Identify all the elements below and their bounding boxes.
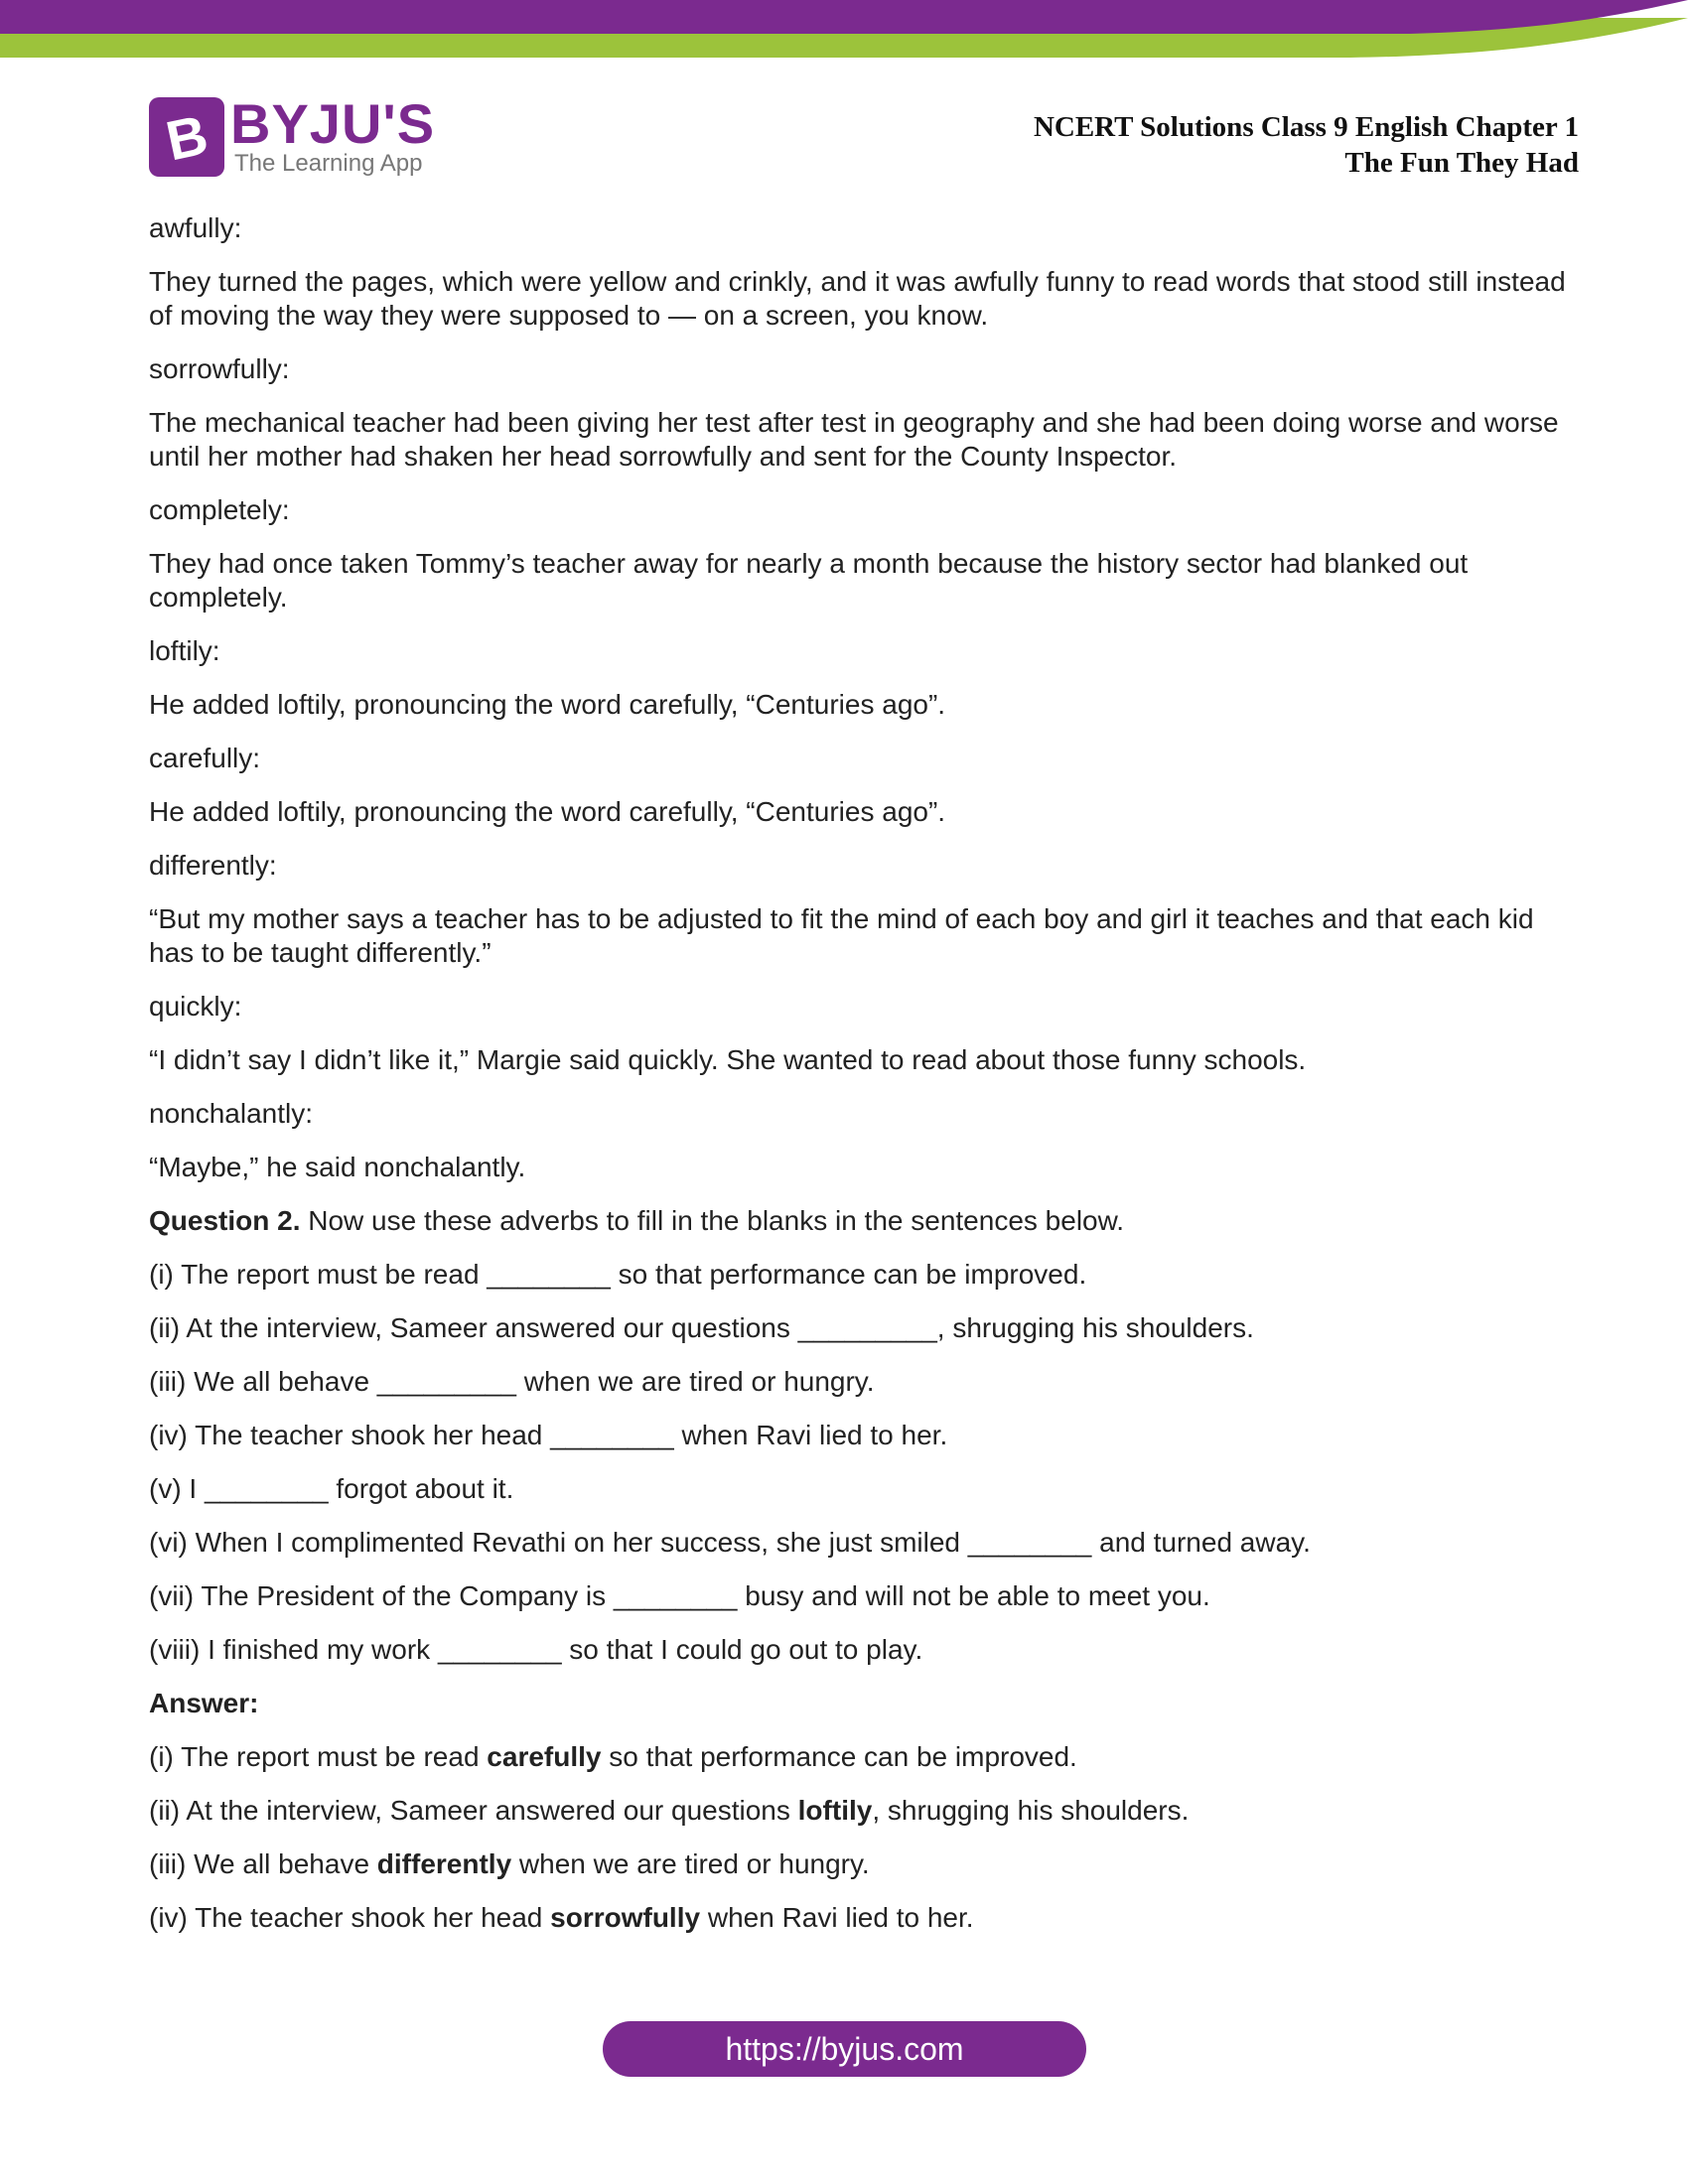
question-item: (ii) At the interview, Sameer answered our questions _________, shrugging his shoulders. [149,1312,1254,1343]
question-item: (v) I ________ forgot about it. [149,1473,514,1504]
adverb-example: “Maybe,” he said nonchalantly. [149,1152,526,1182]
question-item: (iv) The teacher shook her head ________ when Ravi lied to her. [149,1420,948,1450]
brand-tagline: The Learning App [234,150,423,177]
header-decorative-bars [0,0,1688,60]
adverb-example: He added loftily, pronouncing the word carefully, “Centuries ago”. [149,796,946,827]
byjus-logo[interactable] [149,92,436,177]
adverb-example: He added loftily, pronouncing the word carefully, “Centuries ago”. [149,689,946,720]
answer-adverb: sorrowfully [550,1902,701,1933]
footer-url-link[interactable]: https://byjus.com [603,2021,1086,2077]
adverb-example: “I didn’t say I didn’t like it,” Margie said quickly. She wanted to read about those funny schools. [149,1044,1307,1075]
question-item: (i) The report must be read ________ so that performance can be improved. [149,1259,1087,1290]
adverb-word: sorrowfully: [149,353,290,384]
adverb-word: carefully: [149,743,261,773]
adverb-word: quickly: [149,991,242,1022]
question-item: (iii) We all behave _________ when we are tired or hungry. [149,1366,875,1397]
question-item: (vi) When I complimented Revathi on her success, she just smiled ________ and turned away. [149,1527,1311,1558]
adverb-example: The mechanical teacher had been giving her test after test in geography and she had been doing worse and worse until her mother had shaken her head sorrowfully and sent for the County Inspector. [149,407,1559,472]
question-item: (viii) I finished my work ________ so that I could go out to play. [149,1634,923,1665]
question-item: (vii) The President of the Company is ________ busy and will not be able to meet you. [149,1580,1210,1611]
question-label: Question 2. [149,1205,301,1236]
answer-label: Answer: [149,1688,259,1718]
answer-item: (iv) The teacher shook her head sorrowfully when Ravi lied to her. [149,1902,974,1933]
logo-mark: B [149,97,224,177]
adverb-word: completely: [149,494,290,525]
answer-adverb: loftily [797,1795,873,1826]
answer-heading [149,1687,1579,1720]
adverb-word: differently: [149,850,277,881]
question-heading [149,1204,1579,1238]
answer-item: (iii) We all behave differently when we are tired or hungry. [149,1848,870,1879]
page-title [1034,109,1579,181]
question-text: Now use these adverbs to fill in the blanks in the sentences below. [300,1205,1125,1236]
document-body [149,211,1579,1955]
adverb-word: loftily: [149,635,220,666]
brand-name: BYJU'S [230,92,436,155]
adverb-word: nonchalantly: [149,1098,314,1129]
answer-item: (i) The report must be read carefully so that performance can be improved. [149,1741,1077,1772]
adverb-section [149,211,1579,1184]
page-title-line-2: The Fun They Had [1344,147,1579,179]
page-title-line-1: NCERT Solutions Class 9 English Chapter 1 [1033,111,1579,143]
answer-adverb: differently [376,1848,512,1879]
adverb-example: They turned the pages, which were yellow and crinkly, and it was awfully funny to read words that stood still instead of moving the way they were supposed to — on a screen, you know. [149,266,1566,331]
adverb-example: “But my mother says a teacher has to be adjusted to fit the mind of each boy and girl it teaches and that each kid has to be taught differently.” [149,903,1534,968]
adverb-example: They had once taken Tommy’s teacher away for nearly a month because the history sector had blanked out completely. [149,548,1469,613]
adverb-word: awfully: [149,212,242,243]
answer-adverb: carefully [487,1741,602,1772]
answer-item: (ii) At the interview, Sameer answered our questions loftily, shrugging his shoulders. [149,1795,1190,1826]
